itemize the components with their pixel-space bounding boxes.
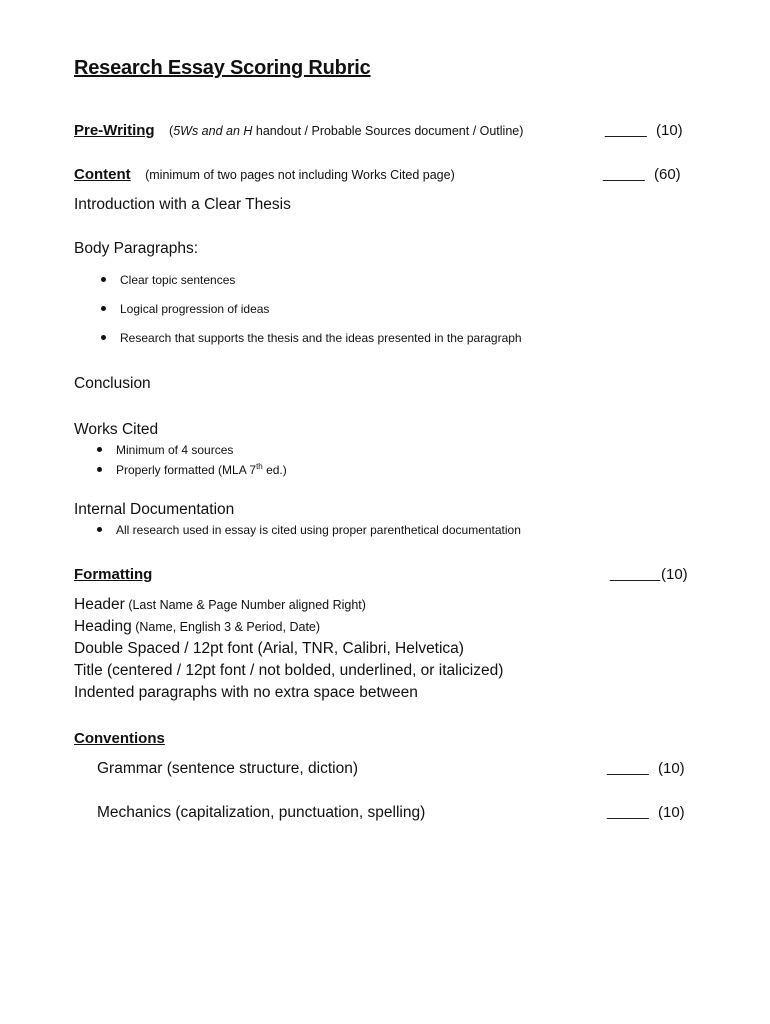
list-item-text-end: ed.) [262, 463, 287, 477]
formatting-blank[interactable]: ______ [610, 565, 661, 582]
grammar-line: Grammar (sentence structure, diction) [97, 760, 359, 777]
mechanics-blank[interactable]: _____ [607, 803, 649, 820]
prewriting-note-open: ( [169, 124, 174, 138]
heading-main: Heading [74, 618, 132, 635]
grammar-blank[interactable]: _____ [607, 759, 649, 776]
prewriting-heading: Pre-Writing [74, 122, 155, 139]
content-note: (minimum of two pages not including Works Cited page) [145, 168, 455, 182]
header-main: Header [74, 596, 125, 613]
list-item [101, 302, 269, 316]
indent-line: Indented paragraphs with no extra space between [74, 684, 418, 701]
bullet-icon [97, 467, 102, 472]
body-heading: Body Paragraphs: [74, 240, 199, 257]
conclusion-line: Conclusion [74, 375, 151, 392]
internal-doc-heading: Internal Documentation [74, 501, 235, 518]
header-line [74, 596, 366, 614]
list-item [97, 463, 287, 477]
heading-line [74, 618, 320, 636]
bullet-icon [97, 447, 102, 452]
prewriting-points: (10) [656, 122, 683, 139]
page-title: Research Essay Scoring Rubric [74, 57, 371, 79]
title-rule-line: Title (centered / 12pt font / not bolded, underlined, or italicized) [74, 662, 504, 679]
mechanics-line: Mechanics (capitalization, punctuation, spelling) [97, 804, 426, 821]
superscript: th [256, 462, 263, 471]
works-cited-heading: Works Cited [74, 421, 159, 438]
list-item-text: Research that supports the thesis and the ideas presented in the paragraph [120, 331, 522, 345]
list-item [97, 443, 233, 457]
list-item-text: Properly formatted (MLA 7 [116, 463, 257, 477]
list-item [97, 523, 521, 537]
list-item-text: Clear topic sentences [120, 273, 236, 287]
formatting-heading: Formatting [74, 566, 153, 583]
bullet-icon [97, 527, 102, 532]
content-row [74, 166, 455, 184]
bullet-icon [101, 335, 106, 340]
prewriting-note-italic: 5Ws and an H [173, 124, 253, 138]
header-note: (Last Name & Page Number aligned Right) [124, 598, 366, 612]
content-points: (60) [654, 166, 681, 183]
mechanics-points: (10) [658, 804, 685, 821]
list-item-text: Minimum of 4 sources [116, 443, 234, 457]
conventions-heading: Conventions [74, 730, 165, 747]
spacing-line: Double Spaced / 12pt font (Arial, TNR, Calibri, Helvetica) [74, 640, 464, 657]
heading-note: (Name, English 3 & Period, Date) [131, 620, 321, 634]
grammar-points: (10) [658, 760, 685, 777]
prewriting-row [74, 122, 523, 140]
list-item-text: All research used in essay is cited using proper parenthetical documentation [116, 523, 521, 537]
content-heading: Content [74, 166, 131, 183]
bullet-icon [101, 277, 106, 282]
intro-line: Introduction with a Clear Thesis [74, 196, 291, 213]
prewriting-note-rest: handout / Probable Sources document / Outline) [252, 124, 524, 138]
list-item [101, 273, 235, 287]
prewriting-note [169, 124, 523, 138]
prewriting-blank[interactable]: _____ [605, 121, 647, 138]
bullet-icon [101, 306, 106, 311]
list-item [101, 331, 522, 345]
list-item-text: Logical progression of ideas [120, 302, 270, 316]
content-blank[interactable]: _____ [603, 165, 645, 182]
formatting-points: (10) [661, 566, 688, 583]
